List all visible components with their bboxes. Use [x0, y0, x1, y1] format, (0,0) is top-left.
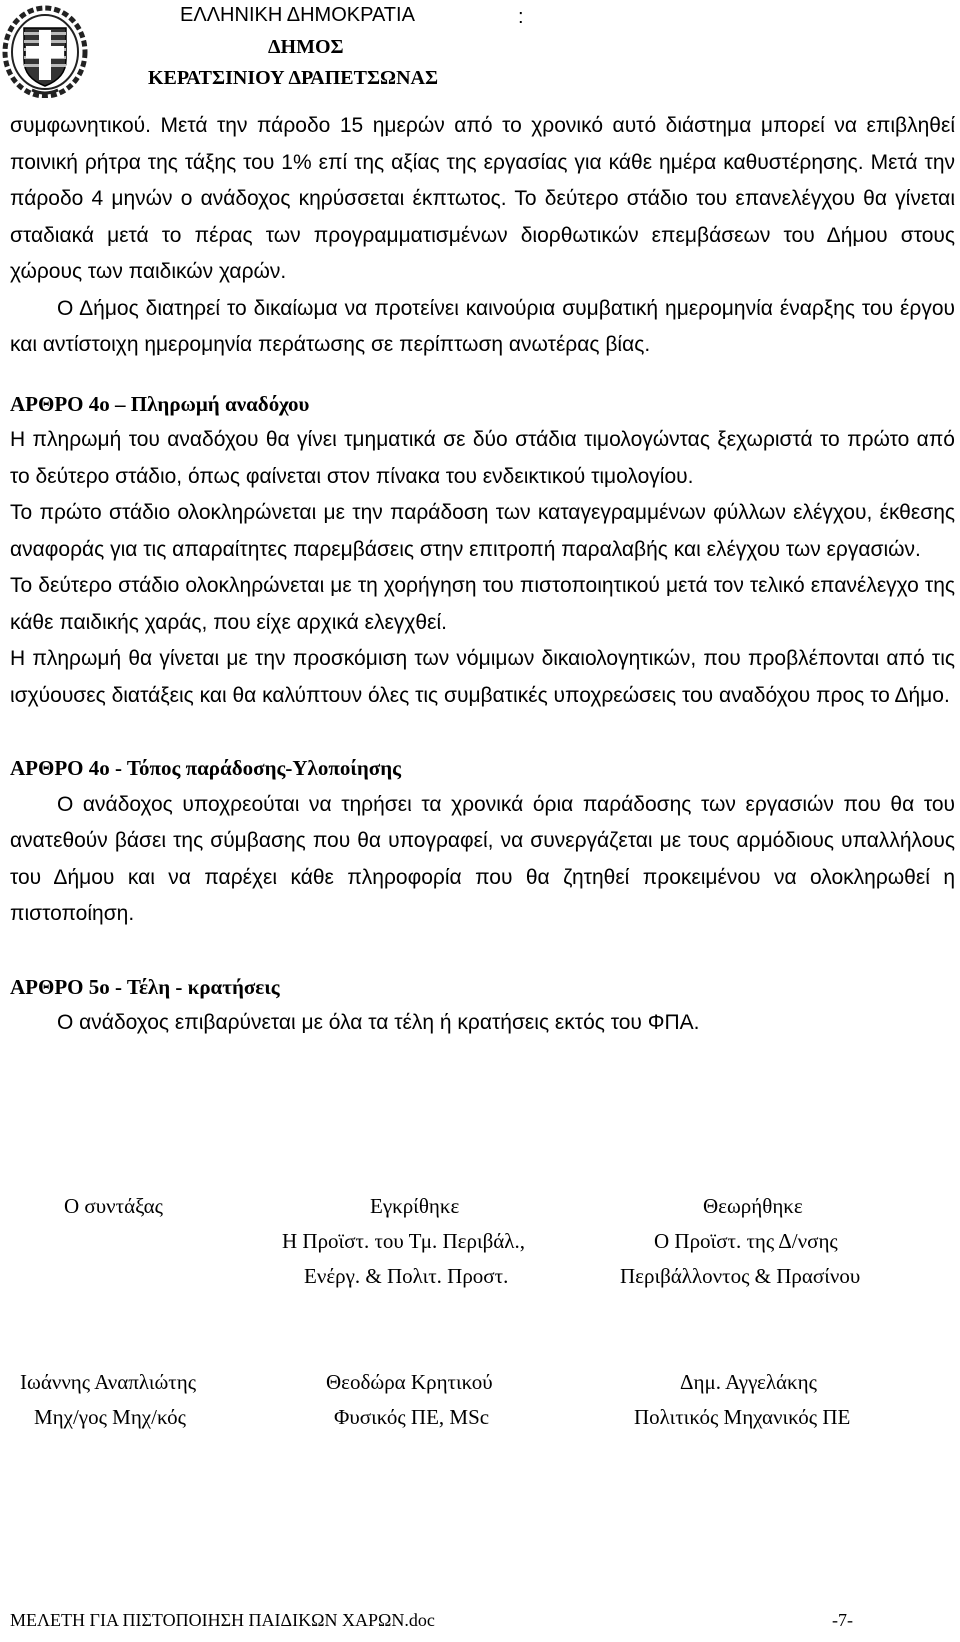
paragraph: Ο Δήμος διατηρεί το δικαίωμα να προτείνει καινούρια συμβατική ημερομηνία έναρξης του έργου και αντίστοιχη ημερομηνία περάτωσης σε περίπτωση ανωτέρας βίας. — [10, 296, 955, 356]
paragraph: Η πληρωμή θα γίνεται με την προσκόμιση των νόμιμων δικαιολογητικών, που προβλέπονται από τις ισχύουσες διατάξεις και θα καλύπτουν όλες τις συμβατικές υποχρεώσεις του αναδόχου προς το Δήμο. — [10, 647, 955, 707]
signature-name-reviewed: Δημ. Αγγελάκης — [680, 1370, 817, 1394]
article-heading: ΑΡΘΡΟ 4ο - Τόπος παράδοσης-Υλοποίησης — [10, 756, 401, 780]
article-heading: ΑΡΘΡΟ 5ο - Τέλη - κρατήσεις — [10, 974, 280, 999]
header-municipality-name: ΚΕΡΑΤΣΙΝΙΟΥ ΔΡΑΠΕΤΣΩΝΑΣ — [148, 67, 439, 89]
paragraph: Ο ανάδοχος υποχρεούται να τηρήσει τα χρονικά όρια παράδοσης των εργασιών που θα του ανατεθούν βάσει της σύμβασης που θα υπογραφεί, να συνεργάζεται με τους αρμόδιους υπαλλήλους του Δήμου και να παρέχει κάθε πληροφορία που θα ζητηθεί προκειμένου να ολοκληρωθεί η πιστοποίηση. — [10, 792, 955, 925]
signature-role-approved-1: Η Προϊστ. του Τμ. Περιβάλ., — [282, 1229, 525, 1253]
signature-role-approved-2: Ενέργ. & Πολιτ. Προστ. — [304, 1264, 509, 1288]
footer-filename: ΜΕΛΕΤΗ ΓΙΑ ΠΙΣΤΟΠΟΙΗΣΗ ΠΑΙΔΙΚΩΝ ΧΑΡΩΝ.doc — [10, 1610, 435, 1630]
paragraph: Το πρώτο στάδιο ολοκληρώνεται με την παράδοση των καταγεγραμμένων φύλλων ελέγχου, έκθεσης αναφοράς για τις απαραίτητες παρεμβάσεις στην επιτροπή παραλαβής και ελέγχου των εργασιών. — [10, 501, 955, 561]
signature-title-line-author: Μηχ/γος Μηχ/κός — [34, 1405, 186, 1429]
paragraph: Ο ανάδοχος επιβαρύνεται με όλα τα τέλη ή κρατήσεις εκτός του ΦΠΑ. — [57, 1011, 700, 1034]
signature-title-line-reviewed: Πολιτικός Μηχανικός ΠΕ — [634, 1405, 851, 1429]
signature-title-approved: Εγκρίθηκε — [370, 1194, 460, 1218]
signature-title-reviewed: Θεωρήθηκε — [703, 1194, 803, 1218]
signature-title-author: Ο συντάξας — [64, 1194, 163, 1218]
article-heading: ΑΡΘΡΟ 4ο – Πληρωμή αναδόχου — [10, 391, 310, 416]
paragraph: Η πληρωμή του αναδόχου θα γίνει τμηματικά σε δύο στάδια τιμολογώντας ξεχωριστά το πρώτο από το δεύτερο στάδιο, όπως φαίνεται στον πίνακα του ενδεικτικού τιμολογίου. — [10, 428, 955, 488]
signature-title-line-approved: Φυσικός ΠΕ, MSc — [334, 1405, 490, 1429]
document-header — [0, 0, 960, 100]
signature-name-approved: Θεοδώρα Κρητικού — [326, 1370, 493, 1394]
header-colon: : — [518, 6, 524, 28]
signature-name-author: Ιωάννης Αναπλιώτης — [20, 1370, 197, 1394]
signature-role-reviewed-2: Περιβάλλοντος & Πρασίνου — [620, 1264, 861, 1288]
signature-role-reviewed-1: Ο Προϊστ. της Δ/νσης — [654, 1229, 838, 1253]
paragraph: Το δεύτερο στάδιο ολοκληρώνεται με τη χορήγηση του πιστοποιητικού μετά τον τελικό επανέλεγχο της κάθε παιδικής χαράς, που είχε αρχικά ελεγχθεί. — [10, 574, 955, 634]
footer-page-number: -7- — [832, 1610, 853, 1630]
header-municipality-label: ΔΗΜΟΣ — [268, 36, 344, 58]
document-body — [10, 108, 955, 1042]
paragraph: συμφωνητικού. Μετά την πάροδο 15 ημερών από το χρονικό αυτό διάστημα μπορεί να επιβληθεί ποινική ρήτρα της τάξης του 1% επί της αξίας της εργασίας για κάθε ημέρα καθυστέρησης. Μετά την πάροδο 4 μηνών ο ανάδοχος κηρύσσεται έκπτωτος. Το δεύτερο στάδιο του επανελέγχου θα γίνεται σταδιακά μετά το πέρας των προγραμματισμένων διορθωτικών επεμβάσεων του Δήμου στους χώρους των παιδικών χαρών. — [10, 114, 955, 283]
greek-emblem-icon — [2, 2, 88, 98]
header-country: ΕΛΛΗΝΙΚΗ ΔΗΜΟΚΡΑΤΙΑ — [180, 4, 415, 26]
